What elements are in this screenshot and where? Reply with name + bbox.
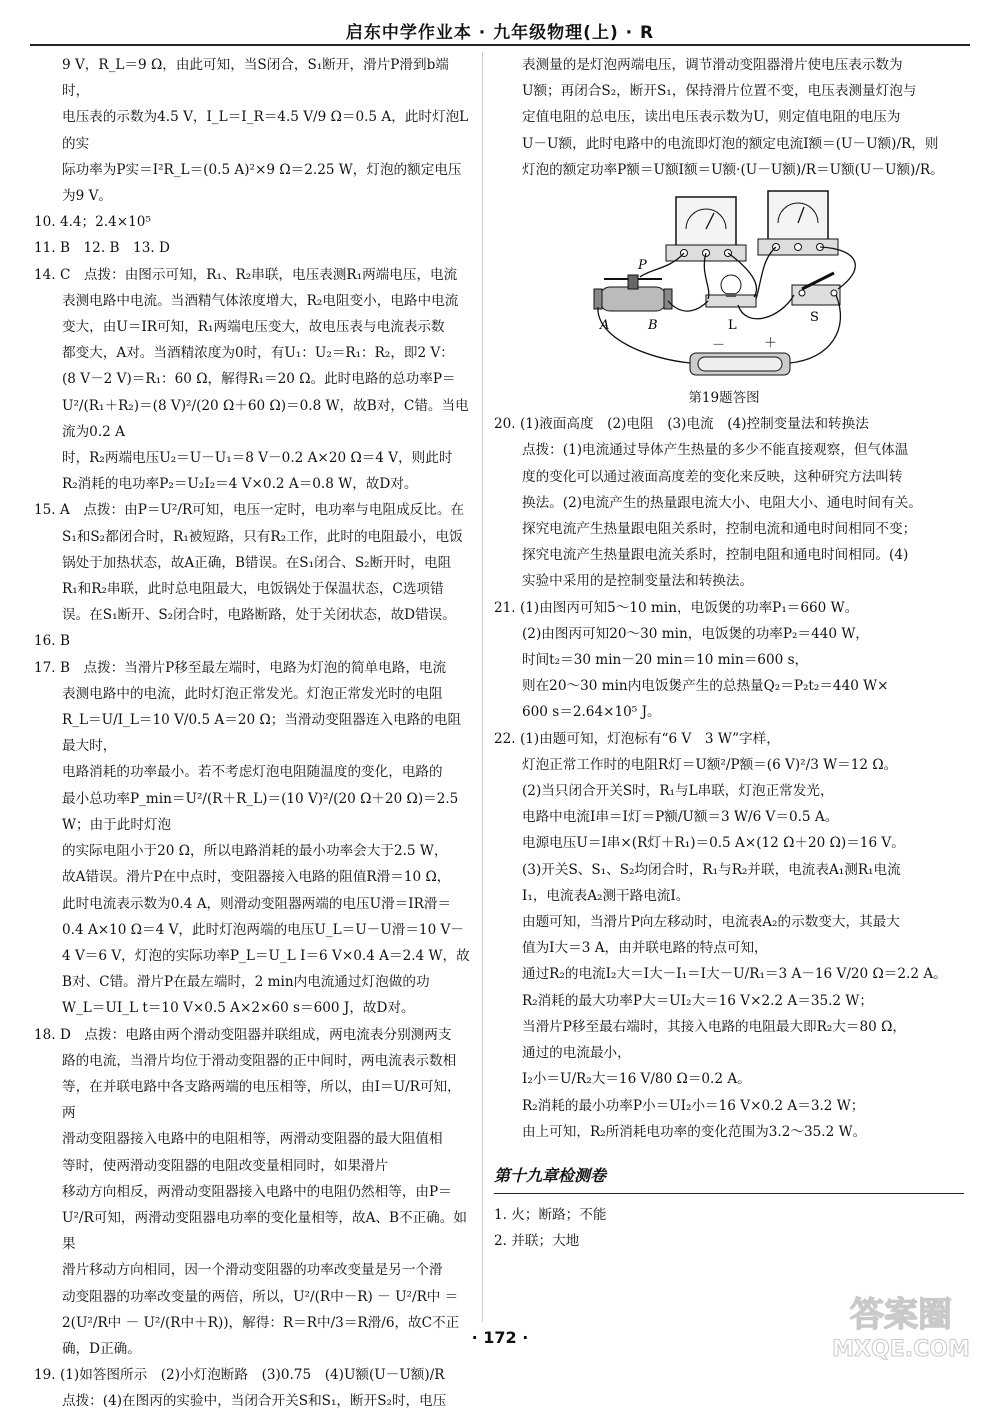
circuit-diagram [500, 189, 940, 385]
text-line: 由上可知，R₂所消耗电功率的变化范围为3.2～35.2 W。 [522, 1123, 867, 1140]
text-line: 都变大，A对。当酒精浓度为0时，有U₁：U₂＝R₁：R₂，即2 V： [62, 345, 454, 362]
text-line: 为9 V。 [62, 188, 112, 205]
section-rule [494, 1193, 964, 1194]
text-line: 灯泡的额定功率P额＝U额I额＝U额·(U－U额)/R＝U额(U－U额)/R。 [522, 161, 944, 178]
text-line: W_L＝UI_L t＝10 V×0.5 A×2×60 s＝600 J，故D对。 [62, 1000, 415, 1017]
label-plus: ＋ [764, 336, 778, 352]
answer-20: 20. (1)液面高度 (2)电阻 (3)电流 (4)控制变量法和转换法 [494, 416, 869, 433]
text-line: 等时，使两滑动变阻器的电阻改变量相同时，如果滑片 [62, 1157, 389, 1174]
text-line: 时，R₂两端电压U₂＝U－U₁＝8 V－0.2 A×20 Ω＝4 V，则此时 [62, 450, 453, 467]
text-line: R₂消耗的最大功率P大＝UI₂大＝16 V×2.2 A＝35.2 W； [522, 992, 873, 1009]
text-line: 际功率为P实＝I²R_L＝(0.5 A)²×9 Ω＝2.25 W，灯泡的额定电压 [62, 161, 462, 178]
label-A: A [600, 318, 610, 334]
text-line: 度的变化可以通过液面高度差的变化来反映，这种研究方法叫转 [522, 468, 903, 485]
label-L: L [728, 318, 737, 334]
answer-18: 18. D 点拨：电路由两个滑动变阻器并联组成，两电流表分别测两支 [34, 1026, 452, 1043]
text-line: 电路消耗的功率最小。若不考虑灯泡电阻随温度的变化，电路的 [62, 764, 443, 781]
section-item: 2. 并联；大地 [494, 1233, 580, 1250]
text-line: 探究电流产生热量跟电阻关系时，控制电流和通电时间相同不变； [522, 521, 917, 538]
figure-caption: 第19题答图 [688, 390, 760, 407]
text-line: (8 V－2 V)＝R₁：60 Ω，解得R₁＝20 Ω。此时电路的总功率P＝ [62, 371, 456, 388]
left-column [34, 52, 474, 1415]
text-line: 表测电路中的电流，此时灯泡正常发光。灯泡正常发光时的电阻 [62, 685, 443, 702]
text-line: (3)开关S、S₁、S₂均闭合时，R₁与R₂并联，电流表A₁测R₁电流 [522, 861, 901, 878]
text-line: 4 V＝6 V，灯泡的实际功率P_L＝U_L I＝6 V×0.4 A＝2.4 W，故 [62, 947, 470, 964]
bulb-icon [706, 275, 756, 307]
text-line: 时间t₂＝30 min－20 min＝10 min＝600 s， [522, 652, 809, 669]
label-B: B [648, 318, 658, 334]
text-line: (2)当只闭合开关S时，R₁与L串联，灯泡正常发光， [522, 783, 834, 800]
text-line: B对、C错。滑片P在最左端时，2 min内电流通过灯泡做的功 [62, 974, 430, 991]
text-line: 表测量的是灯泡两端电压，调节滑动变阻器滑片使电压表示数为 [522, 57, 903, 73]
header-rule [30, 44, 970, 46]
text-line: 电路中电流I串＝I灯＝P额/U额＝3 W/6 V＝0.5 A。 [522, 809, 839, 826]
text-line: 锅处于加热状态，故A正确，B错误。在S₁闭合、S₂断开时，电阻 [62, 554, 452, 571]
page-header: 启东中学作业本 · 九年级物理(上) · R [345, 23, 655, 43]
text-line: 定值电阻的总电压，读出电压表示数为U，则定值电阻的电压为 [522, 109, 901, 126]
text-line: 探究电流产生热量跟电流关系时，控制电阻和通电时间相同。(4) [522, 547, 909, 564]
section-title: 第十九章检测卷 [494, 1165, 607, 1185]
ammeter-icon [758, 191, 838, 255]
text-line: 变大，由U＝IR可知，R₁两端电压变大，故电压表与电流表示数 [62, 319, 445, 336]
answer-14: 14. C 点拨：由图示可知，R₁、R₂串联，电压表测R₁两端电压，电流 [34, 266, 458, 283]
circuit-figure [500, 189, 940, 385]
text-line: U²/R可知，两滑动变阻器电功率的变化量相等，故A、B不正确。如果 [62, 1209, 467, 1253]
text-line: 实验中采用的是控制变量法和转换法。 [522, 573, 754, 590]
text-line: 0.4 A×10 Ω＝4 V，此时灯泡两端的电压U_L＝U－U滑＝10 V－ [62, 921, 464, 938]
text-line: 最小总功率P_min＝U²/(R＋R_L)＝(10 V)²/(20 Ω＋20 Ω)＝2.5 W；由于此时灯泡 [62, 790, 459, 833]
text-line: 路的电流，当滑片均位于滑动变阻器的正中间时，两电流表示数相 [62, 1052, 457, 1069]
text-line: R₂消耗的电功率P₂＝U₂I₂＝4 V×0.2 A＝0.8 W，故D对。 [62, 476, 418, 493]
label-P: P [638, 258, 647, 274]
text-line: 此时电流表示数为0.4 A，则滑动变阻器两端的电压U滑＝IR滑＝ [62, 895, 452, 912]
watermark-line2: MXQE.COM [832, 1337, 970, 1362]
text-line: 灯泡正常工作时的电阻R灯＝U额²/P额＝(6 V)²/3 W＝12 Ω。 [522, 756, 898, 773]
page-number: · 172 · [471, 1328, 529, 1347]
battery-icon [690, 353, 790, 375]
text-line: 电压表的示数为4.5 V，I_L＝I_R＝4.5 V/9 Ω＝0.5 A，此时灯泡L的实 [62, 109, 469, 152]
answer-15: 15. A 点拨：由P＝U²/R可知，电压一定时，电功率与电阻成反比。在 [34, 502, 465, 519]
answer-19: 19. (1)如答图所示 (2)小灯泡断路 (3)0.75 (4)U额(U－U额)/R [34, 1367, 445, 1384]
text-line: R_L＝U/I_L＝10 V/0.5 A＝20 Ω；当滑动变阻器连入电路的电阻最大时， [62, 712, 462, 755]
text-line: 由题可知，当滑片P向左移动时，电流表A₂的示数变大，其最大 [522, 914, 900, 931]
label-S: S [810, 310, 819, 326]
label-minus: － [712, 338, 726, 354]
column-divider [482, 52, 483, 1322]
text-line: 故A错误。滑片P在中点时，变阻器接入电路的阻值R滑＝10 Ω， [62, 869, 451, 886]
section-item: 1. 火；断路；不能 [494, 1207, 607, 1224]
text-line: 则在20～30 min内电饭煲产生的总热量Q₂＝P₂t₂＝440 W× [522, 678, 889, 695]
text-line: 通过R₂的电流I₂大＝I大－I₁＝I大－U/R₁＝3 A－16 V/20 Ω＝2.2 A。 [522, 966, 947, 983]
rheostat-icon [594, 275, 672, 311]
answer-17: 17. B 点拨：当滑片P移至最左端时，电路为灯泡的简单电路，电流 [34, 659, 447, 676]
answer-10: 10. 4.4；2.4×10⁵ [34, 214, 151, 231]
text-line: I₂小＝U/R₂大＝16 V/80 Ω＝0.2 A。 [522, 1071, 751, 1088]
text-line: 的实际电阻小于20 Ω，所以电路消耗的最小功率会大于2.5 W， [62, 843, 448, 860]
switch-icon [792, 273, 840, 305]
answer-22: 22. (1)由题可知，灯泡标有“6 V 3 W”字样， [494, 730, 780, 747]
text-line: 动变阻器的功率改变量的两倍，所以，U²/(R中－R) － U²/R中 ＝ [62, 1288, 459, 1305]
text-line: 表测电路中电流。当酒精气体浓度增大，R₂电阻变小，电路中电流 [62, 292, 459, 309]
text-line: 600 s＝2.64×10⁵ J。 [522, 704, 661, 721]
text-line: 电源电压U＝I串×(R灯＋R₁)＝0.5 A×(12 Ω＋20 Ω)＝16 V。 [522, 835, 905, 852]
text-line: R₂消耗的最小功率P小＝UI₂小＝16 V×0.2 A＝3.2 W； [522, 1097, 865, 1114]
text-line: 2(U²/R中 － U²/(R中＋R))，解得：R＝R中/3＝R滑/6，故C不正确，D正确。 [62, 1314, 460, 1357]
text-line: 误。在S₁断开、S₂闭合时，电路断路，处于关闭状态，故D错误。 [62, 607, 456, 624]
text-line: (2)由图丙可知20～30 min，电饭煲的功率P₂＝440 W， [522, 625, 869, 642]
text-line: 滑片移动方向相同，因一个滑动变阻器的功率改变量是另一个滑 [62, 1262, 443, 1279]
text-line: U额；再闭合S₂，断开S₁，保持滑片位置不变，电压表测量灯泡与 [522, 83, 917, 100]
text-line: 移动方向相反，两滑动变阻器接入电路中的电阻仍然相等，由P＝ [62, 1183, 452, 1200]
answer-21: 21. (1)由图丙可知5～10 min，电饭煲的功率P₁＝660 W。 [494, 599, 859, 616]
text-line: 点拨：(4)在图丙的实验中，当闭合开关S和S₁，断开S₂时，电压 [62, 1393, 447, 1410]
text-line: 9 V，R_L＝9 Ω，由此可知，当S闭合，S₁断开，滑片P滑到b端时， [62, 57, 449, 100]
text-line: 滑动变阻器接入电路中的电阻相等，两滑动变阻器的最大阻值相 [62, 1131, 443, 1148]
text-line: 等，在并联电路中各支路两端的电压相等，所以，由I＝U/R可知，两 [62, 1078, 461, 1122]
text-line: 通过的电流最小， [522, 1045, 631, 1062]
text-line: U－U额，此时电路中的电流即灯泡的额定电流I额＝(U－U额)/R，则 [522, 135, 939, 152]
text-line: U²/(R₁＋R₂)＝(8 V)²/(20 Ω＋60 Ω)＝0.8 W，故B对，C错。当电流为0.2 A [62, 397, 469, 440]
text-line: 当滑片P移至最右端时，其接入电路的电阻最大即R₂大＝80 Ω， [522, 1018, 906, 1035]
text-line: S₁和S₂都闭合时，R₁被短路，只有R₂工作，此时的电阻最小，电饭 [62, 528, 463, 545]
watermark-line1: 答案圈 [850, 1295, 952, 1335]
answer-11-13: 11. B 12. B 13. D [34, 240, 170, 257]
text-line: 点拨：(1)电流通过导体产生热量的多少不能直接观察，但气体温 [522, 442, 909, 459]
right-column [494, 52, 954, 1255]
text-line: 换法。(2)电流产生的热量跟电流大小、电阻大小、通电时间有关。 [522, 494, 922, 511]
answer-16: 16. B [34, 633, 70, 650]
voltmeter-icon [666, 197, 746, 261]
watermark-logo [816, 1286, 986, 1364]
text-line: R₁和R₂串联，此时总电阻最大，电饭锅处于保温状态，C选项错 [62, 581, 444, 598]
text-line: I₁，电流表A₂测干路电流I。 [522, 887, 690, 904]
text-line: 值为I大＝3 A，由并联电路的特点可知， [522, 940, 768, 957]
